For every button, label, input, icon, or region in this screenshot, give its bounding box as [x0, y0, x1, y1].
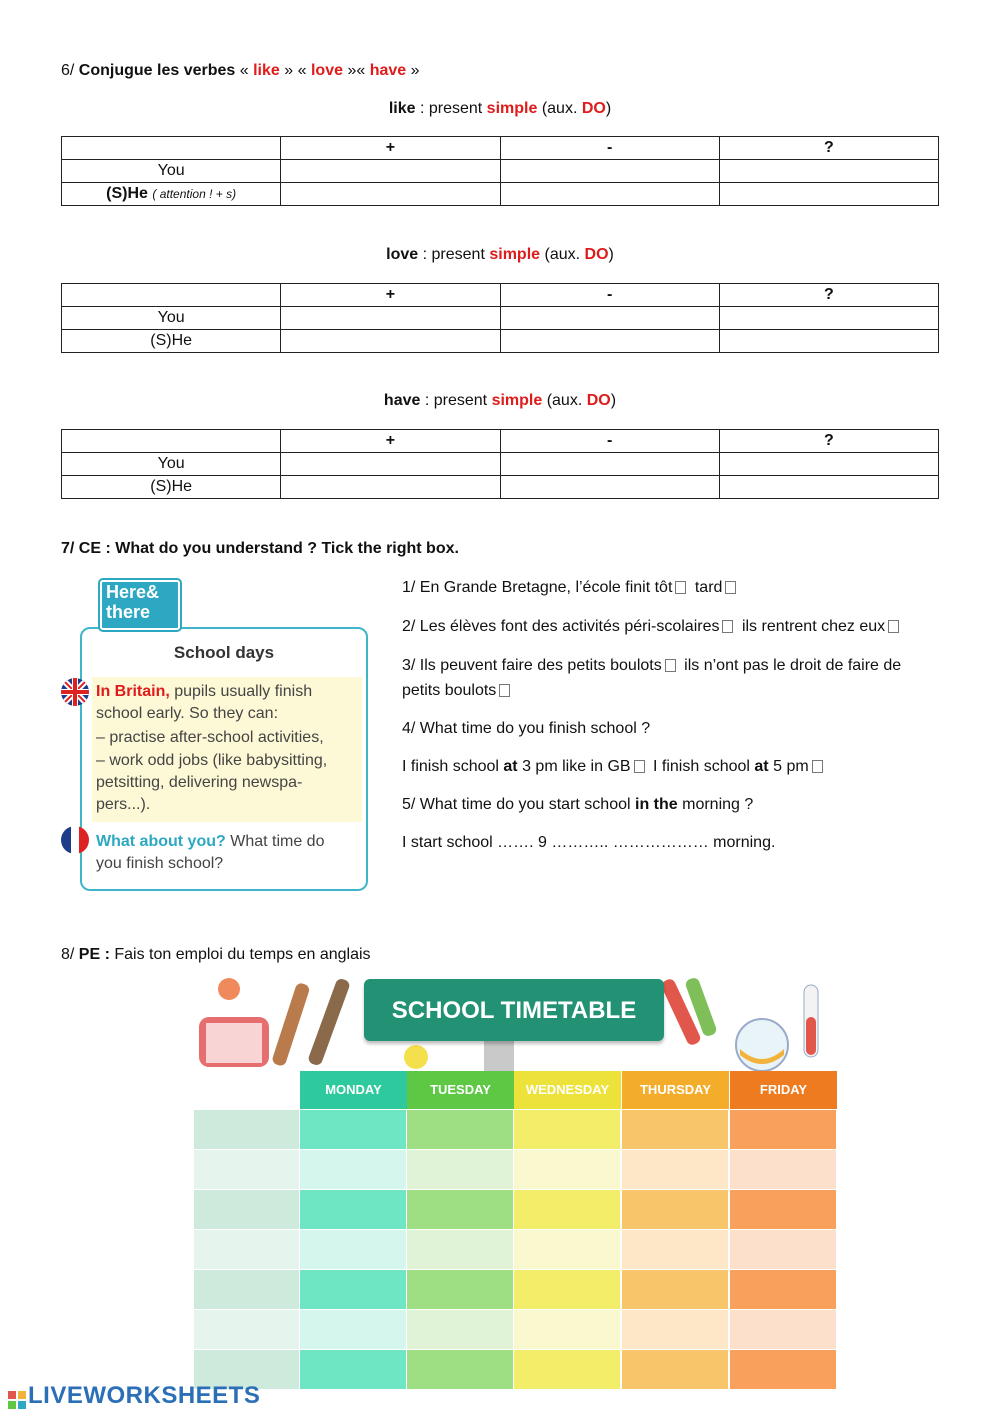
pronoun-cell: You [62, 160, 281, 183]
timetable-row [194, 1150, 837, 1190]
pronoun: (S)He [106, 185, 148, 202]
timetable-cell[interactable] [622, 1190, 729, 1230]
question-2 [402, 614, 962, 639]
section6-title [61, 62, 420, 80]
pronoun-cell [62, 183, 281, 206]
header-cell: - [500, 430, 719, 453]
answer-cell[interactable] [719, 307, 938, 330]
britain-text-line-4: – work odd jobs (like babysitting, [96, 752, 328, 769]
header-cell: - [500, 137, 719, 160]
timetable-cell[interactable] [730, 1110, 837, 1150]
timetable-cell[interactable] [407, 1110, 514, 1150]
section-lead: PE : [78, 946, 110, 963]
answer-text: 5 pm [773, 758, 809, 775]
answer-text: I finish school [402, 758, 499, 775]
header-cell: ? [719, 284, 938, 307]
answer-cell[interactable] [500, 183, 719, 206]
timetable-cell[interactable] [300, 1270, 407, 1310]
checkbox[interactable] [675, 581, 686, 594]
timetable-cell[interactable] [622, 1150, 729, 1190]
instruction-text: Conjugue les verbes [78, 62, 236, 79]
checkbox[interactable] [499, 684, 510, 697]
timetable-cell[interactable] [622, 1350, 729, 1390]
day-header-tuesday: TUESDAY [407, 1071, 514, 1109]
tag-line-2: there [106, 602, 151, 622]
option-text: ils n’ont pas le droit de faire de [684, 657, 902, 674]
simple-label: simple [486, 100, 538, 117]
timetable-cell[interactable] [622, 1230, 729, 1270]
answer-text: 3 pm like in GB [522, 758, 631, 775]
timetable-cell[interactable] [407, 1350, 514, 1390]
quote-close: » [347, 62, 357, 79]
day-header-thursday: THURSDAY [622, 1071, 729, 1109]
timetable-cell[interactable] [407, 1230, 514, 1270]
header-cell: + [281, 284, 500, 307]
simple-label: simple [489, 246, 541, 263]
timetable-cell[interactable] [730, 1310, 837, 1350]
pronoun-cell [62, 330, 281, 353]
table-row [62, 476, 939, 499]
time-cell[interactable] [194, 1270, 300, 1310]
header-cell: ? [719, 430, 938, 453]
you-text: What time do [230, 833, 325, 850]
checkbox[interactable] [722, 620, 733, 633]
checkbox[interactable] [634, 760, 645, 773]
answer-cell[interactable] [281, 160, 500, 183]
timetable-cell[interactable] [300, 1310, 407, 1350]
timetable-cell[interactable] [730, 1230, 837, 1270]
timetable-cell[interactable] [730, 1350, 837, 1390]
time-cell[interactable] [194, 1110, 300, 1150]
timetable-cell[interactable] [407, 1310, 514, 1350]
answer-cell[interactable] [281, 476, 500, 499]
timetable-cell[interactable] [300, 1230, 407, 1270]
timetable-cell[interactable] [300, 1350, 407, 1390]
quote-open: « [239, 62, 249, 79]
quote-close: » [410, 62, 420, 79]
timetable-row [194, 1110, 837, 1150]
conjugation-table [61, 283, 939, 353]
heading-text: ) [608, 246, 614, 263]
answer-cell[interactable] [500, 330, 719, 353]
header-cell: + [281, 137, 500, 160]
answer-bold: at [754, 758, 769, 775]
verb: have [383, 392, 421, 409]
britain-text-line-6: pers...). [96, 796, 151, 813]
timetable-cell[interactable] [730, 1190, 837, 1230]
section-number: 6/ [61, 62, 75, 79]
time-cell[interactable] [194, 1230, 300, 1270]
question-4: 4/ What time do you finish school ? [402, 720, 651, 737]
question-1 [402, 575, 962, 600]
header-cell [62, 137, 281, 160]
day-header-friday: FRIDAY [730, 1071, 837, 1109]
day-header-monday: MONDAY [300, 1071, 407, 1109]
option-text: petits boulots [402, 682, 497, 699]
heading-text: : present [422, 246, 485, 263]
question-text: 3/ Ils peuvent faire des petits boulots [402, 657, 662, 674]
header-cell: ? [719, 137, 938, 160]
answer-cell[interactable] [719, 160, 938, 183]
instruction-text: Fais ton emploi du temps en anglais [114, 946, 371, 963]
verb: love [386, 246, 419, 263]
header-cell: + [281, 430, 500, 453]
logo-text: LIVEWORKSHEETS [28, 1382, 261, 1409]
logo-icon [8, 1388, 26, 1406]
card-title: School days [173, 643, 275, 662]
answer-bold: at [503, 758, 518, 775]
simple-label: simple [491, 392, 543, 409]
timetable-cell[interactable] [730, 1150, 837, 1190]
section8-title [61, 946, 371, 964]
heading-text: ) [605, 100, 612, 117]
britain-text-line-2: school early. So they can: [96, 705, 279, 722]
timetable-cell[interactable] [514, 1110, 621, 1150]
timetable-cell[interactable] [407, 1190, 514, 1230]
aux-label: DO [581, 100, 606, 117]
question-text: 2/ Les élèves font des activités péri-scolaires [402, 618, 720, 635]
here-and-there-tag [100, 580, 180, 630]
uk-flag-icon [61, 678, 89, 706]
aux-label: DO [586, 392, 611, 409]
timetable-row [194, 1190, 837, 1230]
timetable-cell[interactable] [514, 1230, 621, 1270]
timetable-cell[interactable] [514, 1190, 621, 1230]
answer-cell[interactable] [500, 453, 719, 476]
britain-text-line-1 [96, 681, 312, 703]
quote-close: » [284, 62, 294, 79]
heading-text: (aux. [541, 100, 578, 117]
timetable-cell[interactable] [407, 1270, 514, 1310]
answer-cell[interactable] [281, 183, 500, 206]
pronoun: (S)He [150, 332, 193, 349]
timetable-row [194, 1230, 837, 1270]
table-row [62, 453, 939, 476]
timetable-row [194, 1350, 837, 1390]
time-cell[interactable] [194, 1310, 300, 1350]
question-4-answers [402, 754, 962, 779]
you-text-line-2: you finish school? [96, 855, 224, 872]
timetable-row [194, 1310, 837, 1350]
question-bold: in the [635, 796, 678, 813]
britain-text-line-5: petsitting, delivering newspa- [96, 774, 303, 791]
checkbox[interactable] [665, 659, 676, 672]
checkbox[interactable] [725, 581, 736, 594]
timetable-cell[interactable] [622, 1270, 729, 1310]
answer-cell[interactable] [719, 476, 938, 499]
heading-text: : present [419, 100, 483, 117]
you-lead: What about you? [96, 833, 226, 850]
table-row [62, 183, 939, 206]
timetable-banner: SCHOOL TIMETABLE [364, 979, 664, 1041]
answer-cell[interactable] [281, 330, 500, 353]
school-timetable [194, 977, 837, 1390]
answer-cell[interactable] [500, 160, 719, 183]
pronoun-cell: You [62, 307, 281, 330]
pronoun: (S)He [150, 478, 193, 495]
timetable-cell[interactable] [514, 1150, 621, 1190]
option-text: ils rentrent chez eux [741, 618, 886, 635]
header-cell [62, 284, 281, 307]
table-row [62, 330, 939, 353]
table-header-row [62, 284, 939, 307]
heading-text: (aux. [544, 246, 581, 263]
answer-cell[interactable] [719, 453, 938, 476]
heading-text: (aux. [546, 392, 583, 409]
answer-cell[interactable] [500, 476, 719, 499]
section-number: 8/ [61, 946, 75, 963]
heading-text: : present [424, 392, 488, 409]
quote-open: « [297, 62, 307, 79]
pronoun-cell [62, 476, 281, 499]
timetable-row [194, 1270, 837, 1310]
time-cell[interactable] [194, 1150, 300, 1190]
checkbox[interactable] [812, 760, 823, 773]
conjugation-table [61, 429, 939, 499]
timetable-cell[interactable] [300, 1190, 407, 1230]
timetable-cell[interactable] [300, 1150, 407, 1190]
timetable-cell[interactable] [300, 1110, 407, 1150]
verb-love: love [310, 62, 343, 79]
table-row [62, 307, 939, 330]
verb: like [388, 100, 416, 117]
britain-text-line-3: – practise after-school activities, [96, 729, 324, 746]
conjugation-heading [0, 246, 1000, 264]
answer-cell[interactable] [281, 307, 500, 330]
table-header-row [62, 430, 939, 453]
quote-open: « [356, 62, 366, 79]
pronoun-cell: You [62, 453, 281, 476]
britain-lead: In Britain, [96, 683, 170, 700]
table-row [62, 160, 939, 183]
answer-cell[interactable] [719, 330, 938, 353]
verb-have: have [369, 62, 407, 79]
header-cell: - [500, 284, 719, 307]
question-5-answer[interactable]: I start school ……. 9 ……….. ……………… morning. [402, 834, 776, 851]
time-cell[interactable] [194, 1190, 300, 1230]
header-cell [62, 430, 281, 453]
heading-text: ) [610, 392, 617, 409]
timetable-cell[interactable] [407, 1150, 514, 1190]
question-text: 5/ What time do you start school [402, 796, 631, 813]
answer-cell[interactable] [281, 453, 500, 476]
tag-line-1: Here& [106, 582, 160, 602]
question-text: 1/ En Grande Bretagne, l’école finit tôt [402, 579, 673, 596]
timetable-cell[interactable] [514, 1270, 621, 1310]
you-text-line-1 [96, 831, 324, 853]
britain-text: pupils usually finish [174, 683, 313, 700]
france-flag-icon [61, 826, 89, 854]
pronoun-note: ( attention ! + s) [152, 187, 237, 201]
conjugation-table [61, 136, 939, 206]
table-header-row [62, 137, 939, 160]
answer-cell[interactable] [500, 307, 719, 330]
checkbox[interactable] [888, 620, 899, 633]
liveworksheets-logo [8, 1382, 260, 1410]
answer-text: I finish school [653, 758, 750, 775]
day-header-wednesday: WEDNESDAY [514, 1071, 621, 1109]
section7-title: 7/ CE : What do you understand ? Tick the right box. [61, 540, 459, 557]
timetable-cell[interactable] [622, 1310, 729, 1350]
question-5 [402, 792, 962, 817]
aux-label: DO [584, 246, 609, 263]
option-text: tard [694, 579, 723, 596]
verb-like: like [253, 62, 280, 79]
timetable-cell[interactable] [514, 1350, 621, 1390]
answer-cell[interactable] [719, 183, 938, 206]
conjugation-heading [0, 392, 1000, 410]
timetable-cell[interactable] [514, 1310, 621, 1350]
timetable-cell[interactable] [730, 1270, 837, 1310]
timetable-cell[interactable] [622, 1110, 729, 1150]
conjugation-heading [0, 100, 1000, 118]
question-3 [402, 653, 962, 703]
question-text: morning ? [682, 796, 754, 813]
